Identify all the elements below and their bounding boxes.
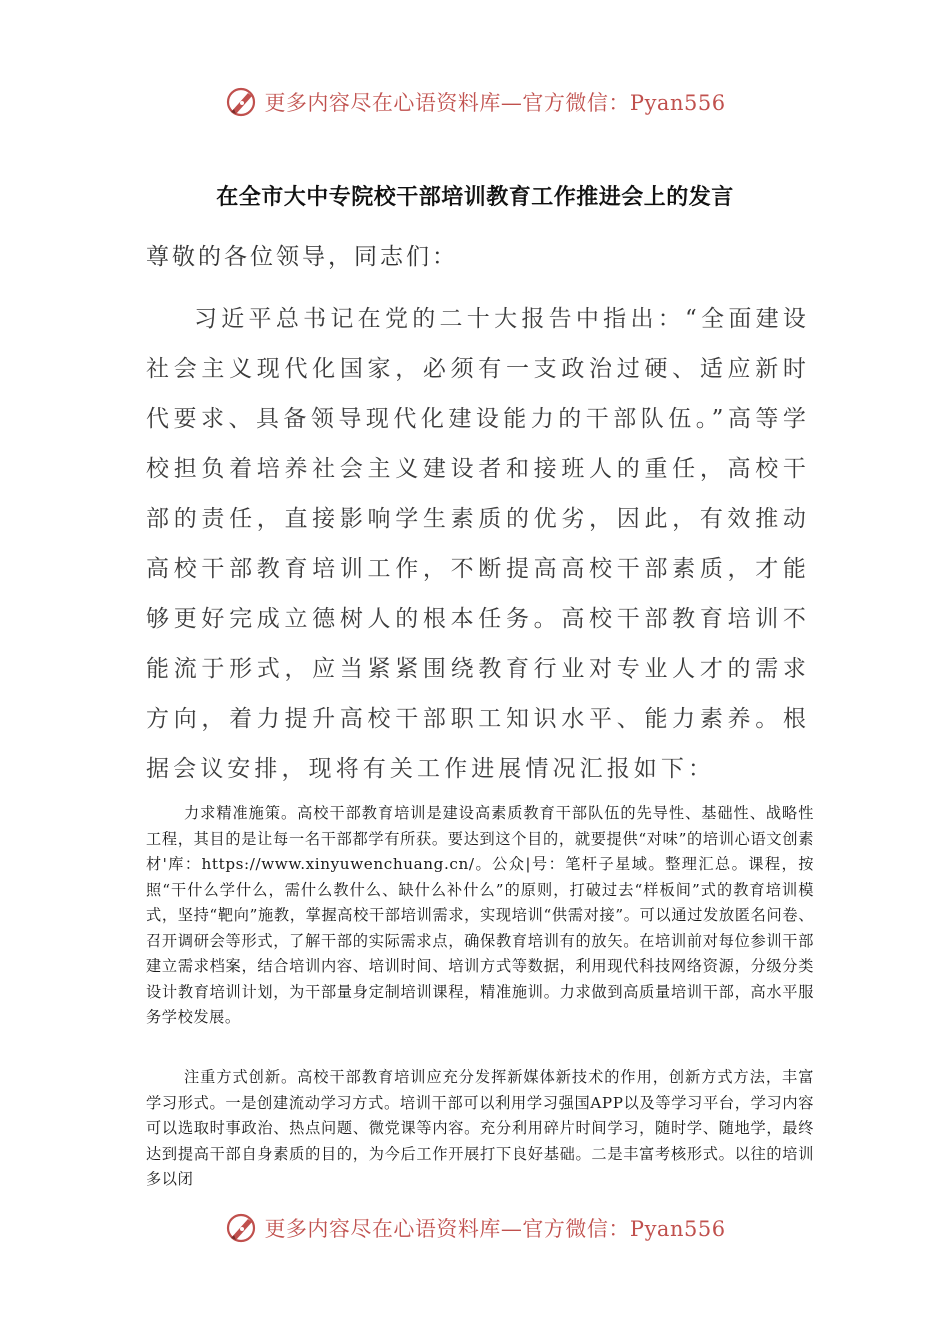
watermark-text: 更多内容尽在心语资料库—官方微信：Pyan556: [264, 1217, 726, 1241]
watermark-text: 更多内容尽在心语资料库—官方微信：Pyan556: [264, 91, 726, 115]
footer-watermark-banner: [0, 1208, 950, 1248]
salutation: 尊敬的各位领导，同志们：: [146, 244, 458, 270]
body-paragraph: 注重方式创新。高校干部教育培训应充分发挥新媒体新技术的作用，创新方式方法，丰富学习形式。一是创建流动学习方式。培训干部可以利用学习强国APP以及等学习平台，学习内容可以选取时事政治、热点问题、微党课等内容。充分利用碎片时间学习，随时学、随地学，最终达到提高干部自身素质的目的，为今后工作开展打下良好基础。二是丰富考核形式。以往的培训多以闭: [146, 1068, 814, 1188]
document-title: 在全市大中专院校干部培训教育工作推进会上的发言: [216, 185, 734, 210]
intro-paragraph: 习近平总书记在党的二十大报告中指出：“全面建设社会主义现代化国家，必须有一支政治过硬、适应新时代要求、具备领导现代化建设能力的干部队伍。”高等学校担负着培养社会主义建设者和接班人的重任，高校干部的责任，直接影响学生素质的优劣，因此，有效推动高校干部教育培训工作，不断提高高校干部素质，才能够更好完成立德树人的根本任务。高校干部教育培训不能流于形式，应当紧紧围绕教育行业对专业人才的需求方向，着力提升高校干部职工知识水平、能力素养。根据会议安排，现将有关工作进展情况汇报如下：: [146, 306, 810, 782]
pen-logo-icon: [224, 1211, 258, 1245]
body-paragraph: 力求精准施策。高校干部教育培训是建设高素质教育干部队伍的先导性、基础性、战略性工程，其目的是让每一名干部都学有所获。要达到这个目的，就要提供“对味”的培训心语文创素材'库：https://www.xinyuwenchuang.cn/。公众|号：笔杆子星域。整理汇总。课程，按照“干什么学什么，需什么教什么、缺什么补什么”的原则，打破过去“样板间”式的教育培训模式，坚持“靶向”施教，掌握高校干部培训需求，实现培训“供需对接”。可以通过发放匿名问卷、召开调研会等形式，了解干部的实际需求点，确保教育培训有的放矢。在培训前对每位参训干部建立需求档案，结合培训内容、培训时间、培训方式等数据，利用现代科技网络资源，分级分类设计教育培训计划，为干部量身定制培训课程，精准施训。力求做到高质量培训干部，高水平服务学校发展。: [146, 804, 814, 1026]
